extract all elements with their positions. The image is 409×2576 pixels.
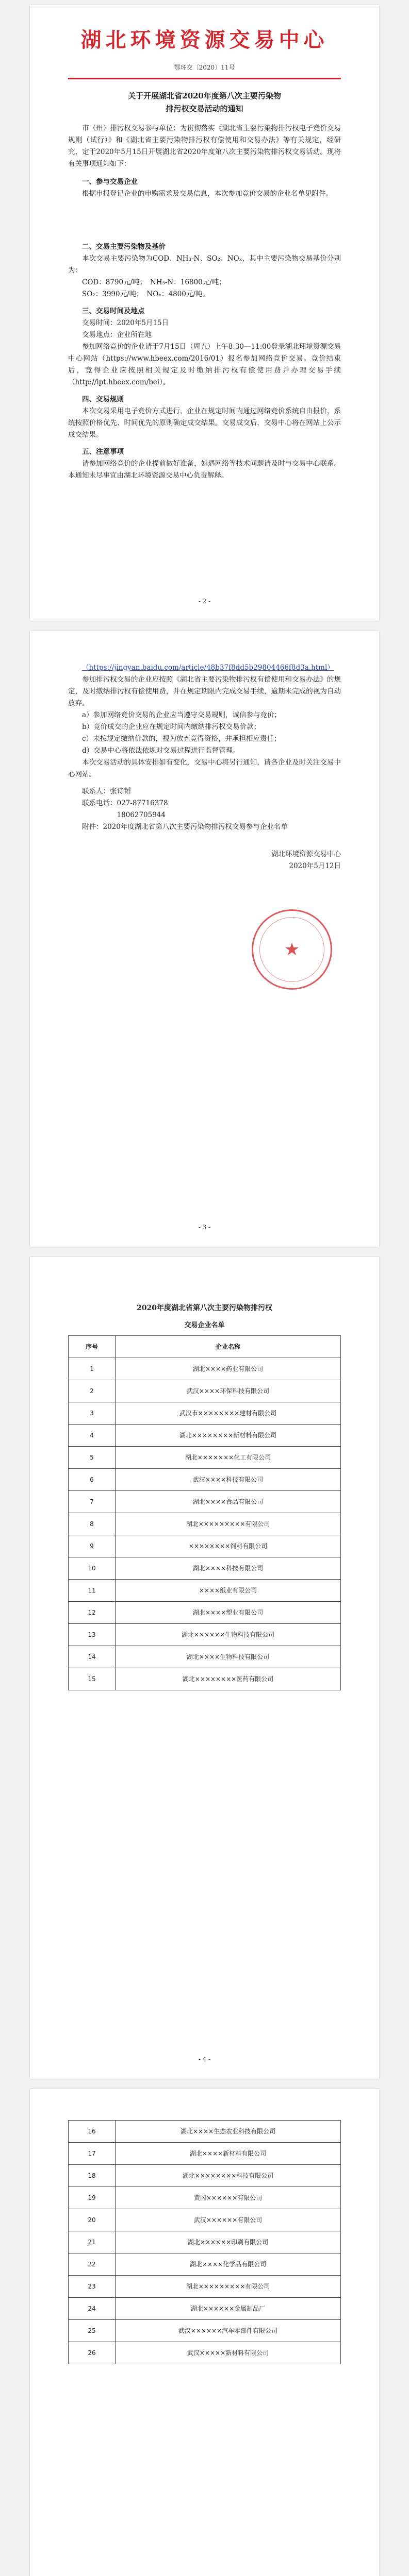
official-seal xyxy=(252,909,332,990)
row-index: 17 xyxy=(69,2143,116,2165)
row-index: 1 xyxy=(69,1358,116,1380)
company-table-continued xyxy=(68,2120,341,2364)
company-name: 湖北××××食品有限公司 xyxy=(116,1491,341,1513)
company-name: ××××××××饲料有限公司 xyxy=(116,1535,341,1557)
table-row xyxy=(69,2253,341,2276)
document-page-3 xyxy=(30,1257,379,2079)
row-index: 6 xyxy=(69,1469,116,1491)
row-index: 21 xyxy=(69,2231,116,2253)
seal-star-icon: ★ xyxy=(284,939,300,960)
page-number: - 4 - xyxy=(198,2056,211,2063)
row-index: 2 xyxy=(69,1380,116,1402)
col-index-header: 序号 xyxy=(69,1336,116,1358)
company-name: ××××纸业有限公司 xyxy=(116,1580,341,1602)
section-4-body: 本次交易采用电子竞价方式进行，企业在规定时间内通过网络竞价系统自由报价，系统按照价格优先、时间优先的原则确定成交结果。交易成交后，交易中心将在网站上公示成交结果。 xyxy=(68,407,341,439)
table-row xyxy=(69,1469,341,1491)
signature-date: 2020年5月12日 xyxy=(289,862,341,870)
notice-title: 关于开展湖北省2020年度第八次主要污染物 排污权交易活动的通知 xyxy=(128,91,281,113)
table-row xyxy=(69,1668,341,1690)
table-row xyxy=(69,1447,341,1469)
notice-intro: 市（州）排污权交易参与单位：为贯彻落实《湖北省主要污染物排污权电子竞价交易规则（试行）》和《湖北省主要污染物排污权有偿使用和交易办法》等有关规定，经研究，定于2020年5月15日开展湖北省2020年度第八次主要污染物排污权交易活动。现将有关事项通知如下： xyxy=(68,124,341,168)
company-name: 武汉××××科技有限公司 xyxy=(116,1469,341,1491)
rule-c: c）未按规定缴纳价款的，视为放弃竞得资格，并承担相应责任； xyxy=(82,735,281,743)
section-3-heading: 三、交易时间及地点 xyxy=(82,307,145,315)
row-index: 4 xyxy=(69,1425,116,1447)
company-name: 湖北××××生物科技有限公司 xyxy=(116,1646,341,1668)
company-name: 湖北×××××××××有限公司 xyxy=(116,1513,341,1535)
company-name: 湖北××××化学品有限公司 xyxy=(116,2253,341,2276)
company-name: 湖北××××××××新材料有限公司 xyxy=(116,1425,341,1447)
company-name: 湖北××××新材料有限公司 xyxy=(116,2143,341,2165)
table-row xyxy=(69,2231,341,2253)
signature-org: 湖北环境资源交易中心 xyxy=(271,850,341,858)
contact-phone-2: 18062705944 xyxy=(117,811,166,819)
row-index: 23 xyxy=(69,2276,116,2298)
col-name-header: 企业名称 xyxy=(116,1336,341,1358)
document-number: 鄂环交〔2020〕11号 xyxy=(174,64,235,71)
company-name: 武汉××××××有限公司 xyxy=(116,2209,341,2231)
contact-person: 联系人：张诗韬 xyxy=(82,787,131,795)
section-2-body: 本次交易主要污染物为COD、NH₃-N、SO₂、NOₓ，其中主要污染物交易基价分别为： xyxy=(68,255,341,275)
table-row xyxy=(69,1380,341,1402)
row-index: 25 xyxy=(69,2320,116,2342)
table-row xyxy=(69,1425,341,1447)
table-row xyxy=(69,2187,341,2209)
extra-note: 本次交易活动的具体安排如有变化，交易中心将另行通知，请各企业及时关注交易中心网站。 xyxy=(68,758,341,778)
company-name: 武汉××××环保科技有限公司 xyxy=(116,1380,341,1402)
table-row xyxy=(69,2298,341,2320)
price-line-1: COD：8790元/吨； NH₃-N：16800元/吨； xyxy=(82,278,226,286)
company-name: 湖北××××塑业有限公司 xyxy=(116,1602,341,1624)
signature-block xyxy=(68,849,341,872)
table-header-row xyxy=(69,1336,341,1358)
row-index: 14 xyxy=(69,1646,116,1668)
table-row xyxy=(69,1624,341,1646)
row-index: 22 xyxy=(69,2253,116,2276)
row-index: 26 xyxy=(69,2342,116,2364)
table-row xyxy=(69,1358,341,1380)
table-row xyxy=(69,1535,341,1557)
company-name: 湖北××××科技有限公司 xyxy=(116,1557,341,1580)
page-number: - 2 - xyxy=(198,598,211,605)
document-page-2 xyxy=(30,631,379,1247)
row-index: 13 xyxy=(69,1624,116,1646)
table-row xyxy=(69,2165,341,2187)
row-index: 24 xyxy=(69,2298,116,2320)
row-index: 7 xyxy=(69,1491,116,1513)
rule-d: d）交易中心将依法依规对交易过程进行监督管理。 xyxy=(82,747,240,755)
company-name: 湖北×××××××化工有限公司 xyxy=(116,1447,341,1469)
section-4-heading: 四、交易规则 xyxy=(82,395,124,403)
trade-time: 交易时间：2020年5月15日 xyxy=(82,319,169,327)
table-row xyxy=(69,2276,341,2298)
company-name: 湖北××××生态农业科技有限公司 xyxy=(116,2121,341,2143)
section-3-body: 参加网络竞价的企业请于7月15日（周五）上午8:30—11:00登录湖北环境资源交易中心网站（https://www.hbeex.com/2016/01）报名参加网络竞价交易。竞价结束后，竞得企业应按照相关规定及时缴纳排污权有偿使用费并办理交易手续（http://ipt.hbeex.com/bei）。 xyxy=(68,343,341,386)
section-1-heading: 一、参与交易企业 xyxy=(82,178,138,186)
row-index: 16 xyxy=(69,2121,116,2143)
price-line-2: SO₂：3990元/吨； NOₓ：4800元/吨。 xyxy=(82,290,209,298)
table-row xyxy=(69,2209,341,2231)
table-row xyxy=(69,2320,341,2342)
section-5-body: 请参加网络竞价的企业提前做好准备，如遇网络等技术问题请及时与交易中心联系。本通知未尽事宜由湖北环境资源交易中心负责解释。 xyxy=(68,460,341,480)
section-2-heading: 二、交易主要污染物及基价 xyxy=(82,243,166,251)
trade-place: 交易地点：企业所在地 xyxy=(82,331,152,339)
row-index: 15 xyxy=(69,1668,116,1690)
reference-link[interactable]: （https://jingyan.baidu.com/article/48b37f8dd5b29804466f8d3a.html） xyxy=(82,664,334,672)
row-index: 18 xyxy=(69,2165,116,2187)
table-row xyxy=(69,1557,341,1580)
company-name: 湖北××××××生物科技有限公司 xyxy=(116,1624,341,1646)
table-row xyxy=(69,1491,341,1513)
table-title: 2020年度湖北省第八次主要污染物排污权 xyxy=(137,1304,272,1312)
row-index: 3 xyxy=(69,1402,116,1425)
row-index: 11 xyxy=(69,1580,116,1602)
red-divider xyxy=(68,78,341,79)
table-row xyxy=(69,1646,341,1668)
company-name: 湖北××××××××医药有限公司 xyxy=(116,1668,341,1690)
company-name: 湖北××××××金属制品厂 xyxy=(116,2298,341,2320)
table-row xyxy=(69,1602,341,1624)
org-title: 湖北环境资源交易中心 xyxy=(80,28,329,52)
row-index: 20 xyxy=(69,2209,116,2231)
table-row xyxy=(69,2342,341,2364)
section-5-heading: 五、注意事项 xyxy=(82,448,124,456)
table-row xyxy=(69,2121,341,2143)
table-subtitle: 交易企业名单 xyxy=(184,1321,225,1329)
section-5-continued: 参加排污权交易的企业应按照《湖北省主要污染物排污权有偿使用和交易办法》的规定，及时缴纳排污权有偿使用费，并在规定期限内完成交易手续，逾期未完成的视为自动放弃。 xyxy=(68,675,341,707)
row-index: 8 xyxy=(69,1513,116,1535)
document-page-4 xyxy=(30,2089,379,2576)
table-row xyxy=(69,2143,341,2165)
section-1-body: 根据申报登记企业的申购需求及交易信息，本次参加竞价交易的企业名单见附件。 xyxy=(82,190,333,198)
company-table xyxy=(68,1335,341,1690)
rule-b: b）竞价成交的企业应在规定时间内缴纳排污权交易价款； xyxy=(82,723,261,731)
attachment-note: 附件：2020年度湖北省第八次主要污染物排污权交易参与企业名单 xyxy=(82,823,288,831)
company-name: 湖北××××××××科技有限公司 xyxy=(116,2165,341,2187)
company-name: 湖北××××××印刷有限公司 xyxy=(116,2231,341,2253)
contact-phone-1: 联系电话：027-87716378 xyxy=(82,799,168,807)
company-name: 武汉市××××××××建材有限公司 xyxy=(116,1402,341,1425)
company-name: 武汉××××××汽车零部件有限公司 xyxy=(116,2320,341,2342)
row-index: 10 xyxy=(69,1557,116,1580)
document-page-1 xyxy=(30,5,379,621)
company-name: 黄冈××××××有限公司 xyxy=(116,2187,341,2209)
table-row xyxy=(69,1513,341,1535)
company-name: 湖北××××药业有限公司 xyxy=(116,1358,341,1380)
page-number: - 3 - xyxy=(198,1224,211,1231)
row-index: 9 xyxy=(69,1535,116,1557)
table-row xyxy=(69,1580,341,1602)
row-index: 12 xyxy=(69,1602,116,1624)
company-name: 湖北×××××××××有限公司 xyxy=(116,2276,341,2298)
company-name: 武汉×××××新材料有限公司 xyxy=(116,2342,341,2364)
row-index: 19 xyxy=(69,2187,116,2209)
row-index: 5 xyxy=(69,1447,116,1469)
rule-a: a）参加网络竞价交易的企业应当遵守交易规则，诚信参与竞价； xyxy=(82,711,282,719)
table-row xyxy=(69,1402,341,1425)
